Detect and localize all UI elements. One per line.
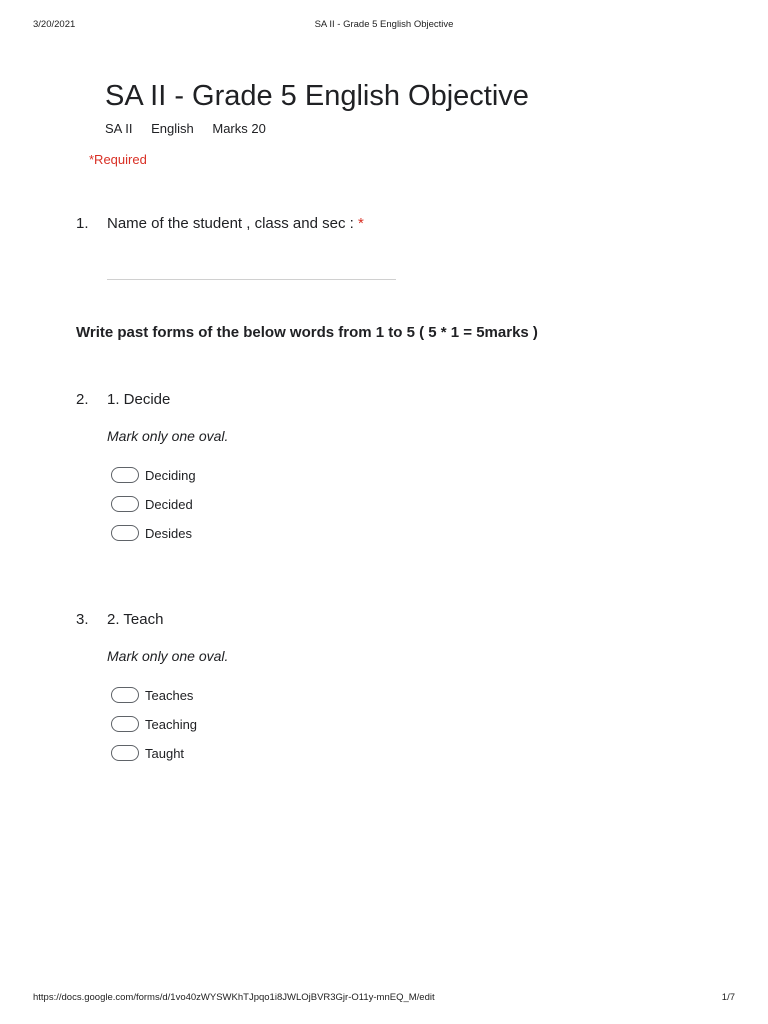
question-1-label: Name of the student , class and sec : xyxy=(107,215,354,232)
option-decided[interactable] xyxy=(111,495,193,513)
section-header: Write past forms of the below words from 1 to 5 ( 5 * 1 = 5marks ) xyxy=(76,324,538,341)
footer-url: https://docs.google.com/forms/d/1vo40zWYSWKhTJpqo1i8JWLOjBVR3Gjr-O11y-mnEQ_M/edit xyxy=(33,992,435,1003)
question-3-hint: Mark only one oval. xyxy=(107,648,229,664)
question-2-number: 2. xyxy=(76,391,89,408)
radio-oval[interactable] xyxy=(111,525,139,541)
required-note: *Required xyxy=(89,152,147,167)
radio-oval[interactable] xyxy=(111,496,139,512)
option-deciding[interactable] xyxy=(111,466,196,484)
option-teaching[interactable] xyxy=(111,715,197,733)
option-label: Teaching xyxy=(145,716,198,732)
option-desides[interactable] xyxy=(111,524,192,542)
print-date: 3/20/2021 xyxy=(33,19,76,30)
print-title: SA II - Grade 5 English Objective xyxy=(314,19,454,30)
page-number: 1/7 xyxy=(721,992,735,1003)
option-label: Taught xyxy=(145,745,185,761)
option-label: Deciding xyxy=(145,467,196,483)
radio-oval[interactable] xyxy=(111,687,139,703)
meta-subject: English xyxy=(151,121,194,136)
meta-exam: SA II xyxy=(105,121,133,136)
question-2-text: 1. Decide xyxy=(107,391,171,408)
option-taught[interactable] xyxy=(111,744,184,762)
question-1-number: 1. xyxy=(76,215,89,232)
option-label: Teaches xyxy=(145,687,194,703)
radio-oval[interactable] xyxy=(111,745,139,761)
question-2-hint: Mark only one oval. xyxy=(107,428,229,444)
required-asterisk: * xyxy=(357,215,364,232)
form-description xyxy=(105,121,281,136)
student-name-field[interactable] xyxy=(107,279,396,280)
radio-oval[interactable] xyxy=(111,716,139,732)
question-1-text xyxy=(107,215,364,232)
question-3-text: 2. Teach xyxy=(107,611,164,628)
form-title: SA II - Grade 5 English Objective xyxy=(105,80,529,112)
option-label: Desides xyxy=(145,525,192,541)
question-3-number: 3. xyxy=(76,611,89,628)
option-teaches[interactable] xyxy=(111,686,193,704)
meta-marks: Marks 20 xyxy=(212,121,266,136)
radio-oval[interactable] xyxy=(111,467,139,483)
option-label: Decided xyxy=(145,496,193,512)
